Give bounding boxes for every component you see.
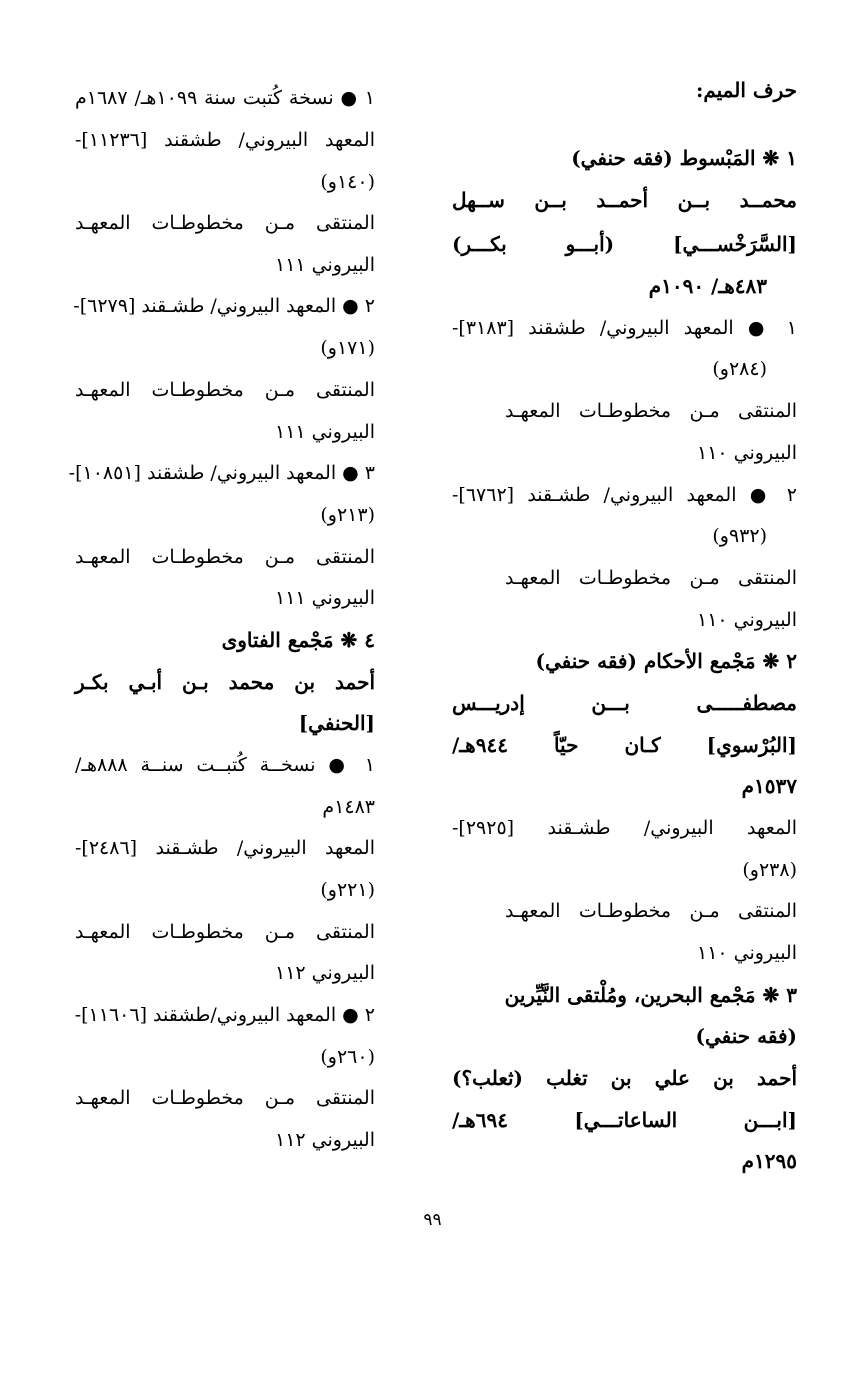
source-page: البيروني ١١١: [275, 587, 375, 609]
author-line: [الحنفي]: [298, 711, 375, 735]
copy-folio: (٢٣٨و): [742, 859, 797, 881]
copy-folio: (١٤٠و): [320, 171, 375, 193]
source-note: المنتقى مـن مخطوطـات المعهـد: [75, 921, 375, 943]
source-note: المنتقى مـن مخطوطـات المعهـد: [505, 900, 797, 922]
copy-folio: (٢٦٠و): [320, 1046, 375, 1068]
author-dates: ١٥٣٧م: [741, 774, 797, 798]
author-line: أحمد بن علي بن تغلب (ثعلب؟): [452, 1066, 797, 1090]
copy-reference: المعهد البيروني/ طشقند [١١٢٣٦]-: [75, 129, 375, 151]
copy-reference: ٢ ● المعهد البيروني/ طشـقند [٦٢٧٩]-: [73, 295, 375, 317]
author-line: مصطفـــــى بـــن إدريـــس: [452, 691, 797, 715]
copy-folio: (٢٢١و): [320, 879, 375, 901]
source-page: البيروني ١١٢: [275, 1129, 375, 1151]
source-page: البيروني ١١٠: [697, 442, 797, 464]
source-note: المنتقى مـن مخطوطـات المعهـد: [75, 379, 375, 401]
entry-heading: ٤ ❋ مَجْمع الفتاوى: [221, 628, 375, 652]
source-page: البيروني ١١١: [275, 254, 375, 276]
copy-reference: ١ ● نسخة كُتبت سنة ١٠٩٩هـ/ ١٦٨٧م: [75, 87, 375, 109]
author-line: [السَّرَخْســـي] (أبـــو بكـــر): [452, 232, 797, 256]
author-line: [البُرْسوي] كـان حيّاً ٩٤٤هـ/: [452, 733, 797, 757]
copy-reference: المعهد البيروني/ طشـقند [٢٤٨٦]-: [75, 837, 375, 859]
source-note: المنتقى مـن مخطوطـات المعهـد: [505, 400, 797, 422]
source-note: المنتقى مـن مخطوطـات المعهـد: [75, 1087, 375, 1109]
source-page: البيروني ١١١: [275, 421, 375, 443]
entry-heading: ٣ ❋ مَجْمع البحرين، ومُلْتقى النَّيِّرين: [504, 983, 797, 1007]
copy-reference: ١ ● نسخــة كُتبــت سنــة ٨٨٨هـ/: [75, 754, 375, 776]
source-page: البيروني ١١٠: [697, 942, 797, 964]
author-line: أحمد بن محمد بـن أبـي بكـر: [75, 670, 375, 694]
copy-reference: المعهد البيروني/ طشـقند [٢٩٢٥]-: [452, 817, 797, 839]
copy-reference: ٢ ● المعهد البيروني/طشقند [١١٦٠٦]-: [74, 1004, 375, 1026]
copy-reference: ٢ ● المعهد البيروني/ طشـقند [٦٧٦٢]-: [452, 484, 797, 506]
copy-reference: ١ ● المعهد البيروني/ طشقند [٣١٨٣]-: [452, 317, 797, 339]
entry-heading: ٢ ❋ مَجْمع الأحكام (فقه حنفي): [535, 649, 797, 673]
source-note: المنتقى مـن مخطوطـات المعهـد: [505, 567, 797, 589]
copy-folio: (٢١٣و): [320, 504, 375, 526]
author-dates: ٤٨٣هـ/ ١٠٩٠م: [648, 274, 767, 298]
copy-reference: ٣ ● المعهد البيروني/ طشقند [١٠٨٥١]-: [68, 462, 375, 484]
copy-folio: (٢٨٤و): [712, 358, 767, 380]
source-page: البيروني ١١٠: [697, 609, 797, 631]
author-dates: ١٢٩٥م: [741, 1149, 797, 1173]
section-title: حرف الميم:: [695, 78, 797, 102]
entry-heading: ١ ❋ المَبْسوط (فقه حنفي): [571, 146, 797, 170]
source-note: المنتقى مـن مخطوطـات المعهـد: [75, 212, 375, 234]
source-page: البيروني ١١٢: [275, 962, 375, 984]
author-line: [ابـــن الساعاتـــي] ٦٩٤هـ/: [452, 1108, 797, 1132]
copy-reference: ١٤٨٣م: [322, 796, 375, 818]
copy-folio: (٩٣٢و): [712, 525, 767, 547]
copy-folio: (١٧١و): [320, 337, 375, 359]
entry-subheading: (فقه حنفي): [695, 1024, 797, 1048]
author-line: محمــد بــن أحمــد بــن ســهل: [452, 188, 797, 212]
source-note: المنتقى مـن مخطوطـات المعهـد: [75, 546, 375, 568]
page-number: ٩٩: [423, 1210, 442, 1230]
